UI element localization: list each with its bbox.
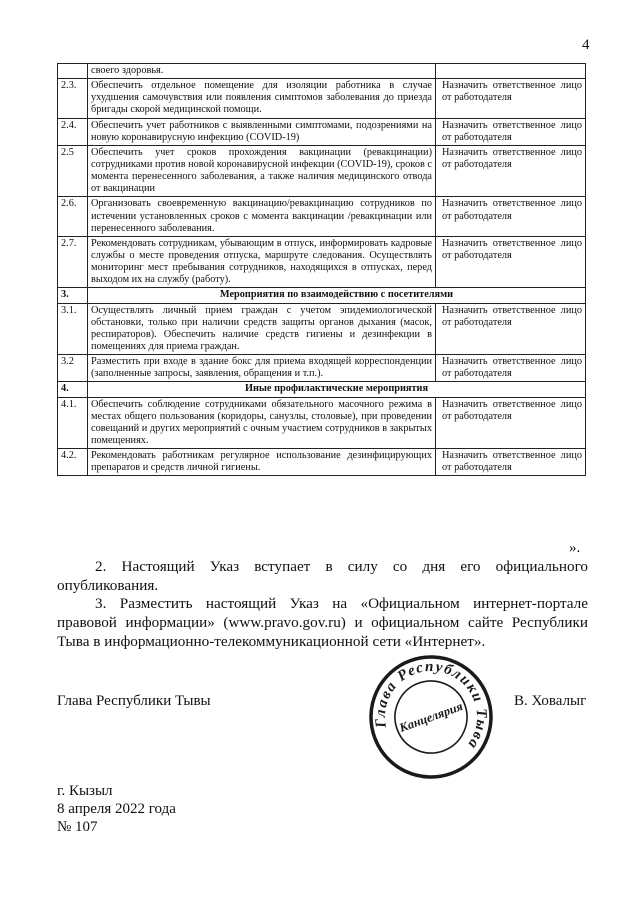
paragraph-2-text: Настоящий Указ вступает в силу со дня его официального опубликования.: [57, 558, 589, 594]
official-seal: [366, 652, 496, 782]
table-row: [58, 236, 586, 288]
paragraph-3-number: 3.: [95, 595, 107, 612]
item-number: 3.2: [58, 355, 88, 382]
seal-center-text: Канцелярия: [397, 699, 465, 735]
item-responsible: Назначить ответственное лицо от работодателя: [436, 397, 586, 449]
item-action: Разместить при входе в здание бокс для приема входящей корреспонденции (заполненные запросы, заявления, обращения и т.п.).: [88, 355, 436, 382]
table-row: [58, 79, 586, 118]
item-responsible: Назначить ответственное лицо от работодателя: [436, 197, 586, 236]
item-action: Осуществлять личный прием граждан с учетом эпидемиологической обстановки, только при наличии средств защиты органов дыхания (масок, респираторов). Обеспечить наличие средств гигиены и дезинфекции в помещениях для приема граждан.: [88, 303, 436, 355]
item-responsible: Назначить ответственное лицо от работодателя: [436, 449, 586, 476]
item-responsible: Назначить ответственное лицо от работодателя: [436, 118, 586, 145]
section-number: 4.: [58, 382, 88, 397]
table-row: [58, 355, 586, 382]
item-action: Обеспечить учет сроков прохождения вакцинации (ревакцинации) сотрудниками против новой коронавирусной инфекции (COVID-19), сроков с момента перенесенного заболевания, а также наличия медицинского отвода от вакцинации: [88, 145, 436, 197]
page-number: 4: [582, 37, 590, 53]
item-number: 4.1.: [58, 397, 88, 449]
item-number: 2.3.: [58, 79, 88, 118]
item-action: Рекомендовать сотрудникам, убывающим в отпуск, информировать кадровые службы о месте проведения отпуска, маршруте следования. Осуществлять мониторинг мест пребывания сотрудников, находящихся в отпусках, перед выходом их на службу (работу).: [88, 236, 436, 288]
item-responsible: Назначить ответственное лицо от работодателя: [436, 303, 586, 355]
item-action: Организовать своевременную вакцинацию/ревакцинацию сотрудников по истечении установленных сроков с момента вакцинации /ревакцинации или перенесенного заболевания.: [88, 197, 436, 236]
paragraph-3: [57, 594, 588, 651]
item-action: Обеспечить отдельное помещение для изоляции работника в случае ухудшения самочувствия или появления симптомов заболевания до приезда бригады скорой медицинской помощи.: [88, 79, 436, 118]
table-row: [58, 64, 586, 79]
section-number: 3.: [58, 288, 88, 303]
item-number: 2.5: [58, 145, 88, 197]
item-responsible: [436, 64, 586, 79]
item-action: Обеспечить соблюдение сотрудниками обязательного масочного режима в местах общего пользования (коридоры, санузлы, столовые), при проведении совещаний и других мероприятий с очным участием сотрудников в закрытых помещениях.: [88, 397, 436, 449]
date: 8 апреля 2022 года: [57, 801, 176, 817]
item-responsible: Назначить ответственное лицо от работодателя: [436, 355, 586, 382]
signer-name: В. Ховалыг: [514, 693, 587, 709]
table-row: [58, 118, 586, 145]
table-row: [58, 197, 586, 236]
item-number: [58, 64, 88, 79]
table-section-row: [58, 382, 586, 397]
signer-title: Глава Республики Тывы: [57, 693, 211, 709]
item-action: Рекомендовать работникам регулярное использование дезинфицирующих препаратов и средств личной гигиены.: [88, 449, 436, 476]
paragraph-3-text: Разместить настоящий Указ на «Официальном интернет-портале правовой информации» (www.pravo.gov.ru) и официальном сайте Республики Тыва в информационно-телекоммуникационной сети «Интернет».: [57, 595, 588, 650]
item-number: 2.7.: [58, 236, 88, 288]
item-number: 2.4.: [58, 118, 88, 145]
item-responsible: Назначить ответственное лицо от работодателя: [436, 236, 586, 288]
item-number: 3.1.: [58, 303, 88, 355]
table-row: [58, 145, 586, 197]
item-number: 4.2.: [58, 449, 88, 476]
place-date-number: [57, 782, 176, 836]
measures-table-container: [57, 63, 585, 476]
paragraph-2-number: 2.: [95, 558, 107, 575]
section-title: Иные профилактические мероприятия: [88, 382, 586, 397]
item-action: Обеспечить учет работников с выявленными симптомами, подозрениями на новую коронавирусную инфекцию (COVID-19): [88, 118, 436, 145]
section-title: Мероприятия по взаимодействию с посетителями: [88, 288, 586, 303]
decree-number: № 107: [57, 819, 98, 835]
table-row: [58, 449, 586, 476]
table-row: [58, 303, 586, 355]
measures-table-body: [58, 64, 586, 476]
table-row: [58, 397, 586, 449]
item-action: своего здоровья.: [88, 64, 436, 79]
city: г. Кызыл: [57, 783, 113, 799]
paragraph-2: [57, 557, 588, 595]
measures-table: [57, 63, 586, 476]
table-section-row: [58, 288, 586, 303]
item-responsible: Назначить ответственное лицо от работодателя: [436, 79, 586, 118]
closing-quote: ».: [569, 540, 581, 556]
seal-ring-text: Глава Республики Тыва: [372, 658, 490, 753]
item-number: 2.6.: [58, 197, 88, 236]
item-responsible: Назначить ответственное лицо от работодателя: [436, 145, 586, 197]
